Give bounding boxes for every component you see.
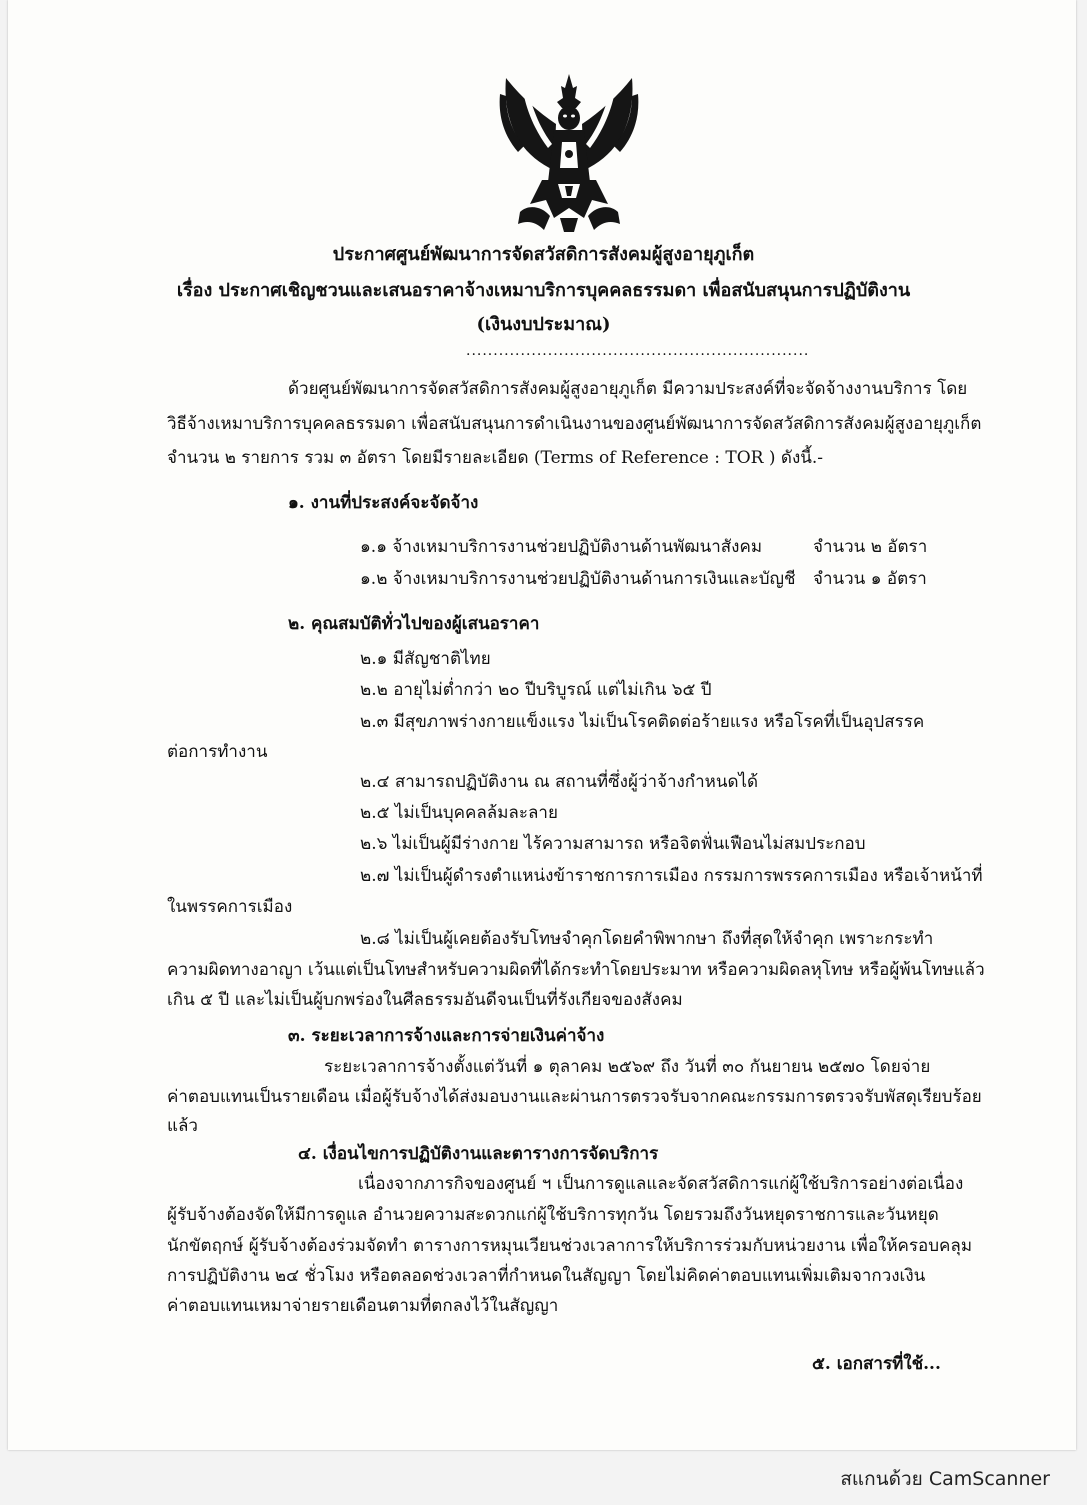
intro-line: ด้วยศูนย์พัฒนาการจัดสวัสดิการสังคมผู้สูงอายุภูเก็ต มีความประสงค์ที่จะจัดจ้างงานบริการ โดย	[288, 379, 968, 399]
list-item: ๑.๑ จ้างเหมาบริการงานช่วยปฏิบัติงานด้านพัฒนาสังคม	[360, 537, 763, 557]
list-item: ๒.๓ มีสุขภาพร่างกายแข็งแรง ไม่เป็นโรคติดต่อร้ายแรง หรือโรคที่เป็นอุปสรรค	[360, 712, 925, 732]
paragraph-line: ระยะเวลาการจ้างตั้งแต่วันที่ ๑ ตุลาคม ๒๕๖๙ ถึง วันที่ ๓๐ กันยายน ๒๕๗๐ โดยจ่าย	[324, 1057, 931, 1077]
paragraph-line: เนื่องจากภารกิจของศูนย์ ฯ เป็นการดูแลและจัดสวัสดิการแก่ผู้ใช้บริการอย่างต่อเนื่อง	[358, 1174, 964, 1194]
list-item: ๑.๒ จ้างเหมาบริการงานช่วยปฏิบัติงานด้านการเงินและบัญชี	[360, 569, 796, 589]
section-heading: ๔. เงื่อนไขการปฏิบัติงานและตารางการจัดบริการ	[298, 1144, 659, 1164]
paragraph-line: แล้ว	[167, 1116, 198, 1136]
list-item: ๒.๕ ไม่เป็นบุคคลล้มละลาย	[360, 803, 558, 823]
list-item-continuation: ความผิดทางอาญา เว้นแต่เป็นโทษสำหรับความผิดที่ได้กระทำโดยประมาท หรือความผิดลหุโทษ หรือผู้พ้นโทษแล้ว	[167, 960, 985, 980]
budget-type: (เงินงบประมาณ)	[476, 314, 611, 335]
camscanner-footer: สแกนด้วย CamScanner	[840, 1468, 1050, 1490]
list-item-count: จำนวน ๒ อัตรา	[813, 537, 928, 557]
list-item: ๒.๗ ไม่เป็นผู้ดำรงตำแหน่งข้าราชการการเมือง กรรมการพรรคการเมือง หรือเจ้าหน้าที่	[360, 866, 983, 886]
section-heading: ๑. งานที่ประสงค์จะจัดจ้าง	[288, 493, 479, 513]
list-item: ๒.๒ อายุไม่ต่ำกว่า ๒๐ ปีบริบูรณ์ แต่ไม่เกิน ๖๕ ปี	[360, 680, 712, 700]
intro-line: จำนวน ๒ รายการ รวม ๓ อัตรา โดยมีรายละเอียด (Terms of Reference : TOR ) ดังนี้.-	[167, 448, 824, 468]
list-item: ๒.๑ มีสัญชาติไทย	[360, 649, 491, 669]
next-page-marker: ๕. เอกสารที่ใช้...	[812, 1354, 941, 1374]
paragraph-line: ผู้รับจ้างต้องจัดให้มีการดูแล อำนวยความสะดวกแก่ผู้ใช้บริการทุกวัน โดยรวมถึงวันหยุดราชการและวันหยุด	[167, 1205, 939, 1225]
list-item: ๒.๖ ไม่เป็นผู้มีร่างกาย ไร้ความสามารถ หรือจิตฟั่นเฟือนไม่สมประกอบ	[360, 834, 866, 854]
intro-line: วิธีจ้างเหมาบริการบุคคลธรรมดา เพื่อสนับสนุนการดำเนินงานของศูนย์พัฒนาการจัดสวัสดิการสังคมผู้สูงอายุภูเก็ต	[167, 414, 982, 434]
paragraph-line: นักขัตฤกษ์ ผู้รับจ้างต้องร่วมจัดทำ ตารางการหมุนเวียนช่วงเวลาการให้บริการร่วมกับหน่วยงาน เพื่อให้ครอบคลุม	[167, 1236, 973, 1256]
section-heading: ๒. คุณสมบัติทั่วไปของผู้เสนอราคา	[288, 614, 540, 634]
list-item: ๒.๔ สามารถปฏิบัติงาน ณ สถานที่ซึ่งผู้ว่าจ้างกำหนดได้	[360, 772, 759, 792]
title-separator: ...............................................................	[466, 343, 810, 359]
announcement-title: ประกาศศูนย์พัฒนาการจัดสวัสดิการสังคมผู้สูงอายุภูเก็ต	[332, 244, 755, 265]
garuda-emblem-icon	[498, 72, 640, 234]
list-item-continuation: ต่อการทำงาน	[167, 742, 268, 762]
paragraph-line: ค่าตอบแทนเหมาจ่ายรายเดือนตามที่ตกลงไว้ในสัญญา	[167, 1296, 559, 1316]
paragraph-line: ค่าตอบแทนเป็นรายเดือน เมื่อผู้รับจ้างได้ส่งมอบงานและผ่านการตรวจรับจากคณะกรรมการตรวจรับพัสดุเรียบร้อย	[167, 1087, 982, 1107]
section-heading: ๓. ระยะเวลาการจ้างและการจ่ายเงินค่าจ้าง	[288, 1026, 605, 1046]
list-item-continuation: เกิน ๕ ปี และไม่เป็นผู้บกพร่องในศีลธรรมอันดีจนเป็นที่รังเกียจของสังคม	[167, 990, 683, 1010]
announcement-subject: เรื่อง ประกาศเชิญชวนและเสนอราคาจ้างเหมาบริการบุคคลธรรมดา เพื่อสนับสนุนการปฏิบัติงาน	[176, 280, 911, 301]
list-item: ๒.๘ ไม่เป็นผู้เคยต้องรับโทษจำคุกโดยคำพิพากษา ถึงที่สุดให้จำคุก เพราะกระทำ	[360, 929, 934, 949]
paragraph-line: การปฏิบัติงาน ๒๔ ชั่วโมง หรือตลอดช่วงเวลาที่กำหนดในสัญญา โดยไม่คิดค่าตอบแทนเพิ่มเติมจากวงเงิน	[167, 1266, 926, 1286]
list-item-continuation: ในพรรคการเมือง	[167, 897, 293, 917]
list-item-count: จำนวน ๑ อัตรา	[813, 569, 927, 589]
